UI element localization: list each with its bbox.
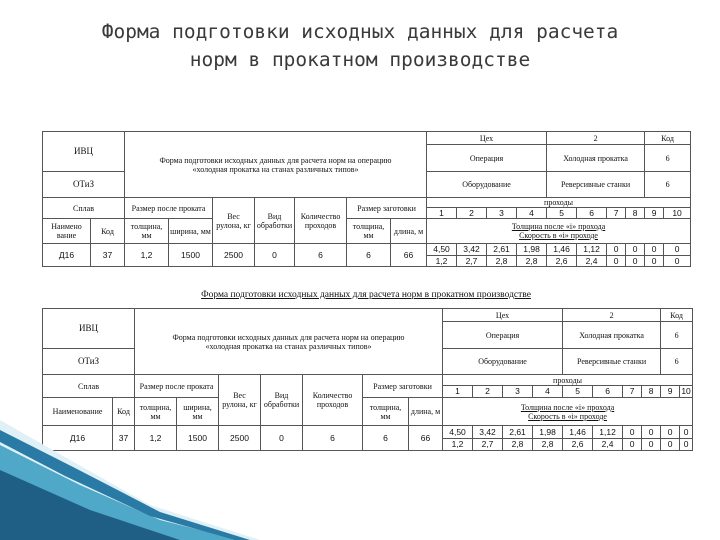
pass-number: 3 bbox=[487, 208, 517, 219]
size-after-label: Размер после проката bbox=[135, 375, 219, 398]
thickness-cell: 3,42 bbox=[457, 244, 487, 256]
blank-length-value: 66 bbox=[391, 244, 427, 267]
speed-cell: 0 bbox=[661, 439, 680, 451]
speed-cell: 0 bbox=[645, 256, 664, 267]
operation-label: Операция bbox=[443, 322, 563, 349]
thickness-after-label: Толщина после «i» прохода bbox=[511, 222, 606, 231]
name-label: Наимено вание bbox=[43, 219, 91, 244]
pass-number: 5 bbox=[547, 208, 577, 219]
thickness-cell: 2,61 bbox=[487, 244, 517, 256]
splav-label: Сплав bbox=[43, 375, 135, 398]
otiz-label: ОТиЗ bbox=[43, 172, 125, 198]
thickness-after-label: Толщина после «i» прохода bbox=[520, 402, 615, 412]
size-blank-label: Размер заготовки bbox=[347, 198, 427, 219]
speed-cell: 2,8 bbox=[533, 439, 563, 451]
speed-label: Скорость в «i» проходе bbox=[528, 411, 607, 421]
vid-label: Вид обработки bbox=[255, 198, 295, 244]
blank-length-value: 66 bbox=[409, 426, 443, 451]
pass-number: 5 bbox=[563, 386, 593, 398]
tseh-value: 2 bbox=[563, 309, 661, 322]
thickness-cell: 1,98 bbox=[517, 244, 547, 256]
speed-cell: 1,2 bbox=[443, 439, 473, 451]
speed-cell: 0 bbox=[664, 256, 691, 267]
thickness-cell: 0 bbox=[607, 244, 626, 256]
pass-number: 9 bbox=[661, 386, 680, 398]
thickness-cell: 0 bbox=[642, 426, 661, 439]
speed-cell: 2,7 bbox=[473, 439, 503, 451]
count-label: Количество проходов bbox=[295, 198, 347, 244]
passes-label: проходы bbox=[427, 198, 691, 208]
speed-cell: 2,4 bbox=[577, 256, 607, 267]
tseh-value: 2 bbox=[547, 132, 645, 145]
pass-number: 2 bbox=[457, 208, 487, 219]
slide-title-line-1: Форма подготовки исходных данных для расчета bbox=[101, 20, 619, 43]
speed-cell: 1,2 bbox=[427, 256, 457, 267]
thickness-cell: 1,46 bbox=[563, 426, 593, 439]
equipment-code: 6 bbox=[661, 349, 693, 375]
operation-value: Холодная прокатка bbox=[563, 322, 661, 349]
form-caption: Форма подготовки исходных данных для расчета норм в прокатном производстве bbox=[201, 290, 531, 300]
form-table-top bbox=[42, 131, 691, 267]
speed-cell: 2,6 bbox=[547, 256, 577, 267]
thickness-cell: 0 bbox=[626, 244, 645, 256]
blank-thickness-label: толщина, мм bbox=[347, 219, 391, 244]
speed-cell: 2,8 bbox=[503, 439, 533, 451]
pass-number: 3 bbox=[503, 386, 533, 398]
speed-label: Скорость в «i» проходе bbox=[519, 231, 598, 240]
pass-number: 6 bbox=[593, 386, 623, 398]
size-blank-label: Размер заготовки bbox=[363, 375, 443, 398]
alloy-value: Д16 bbox=[43, 426, 113, 451]
slide-corner-decoration bbox=[0, 420, 260, 540]
speed-cell: 2,8 bbox=[487, 256, 517, 267]
equipment-value: Реверсивные станки bbox=[563, 349, 661, 375]
form-heading-line-1: Форма подготовки исходных данных для расчета норм на операцию bbox=[172, 332, 405, 342]
thickness-speed-header bbox=[443, 398, 693, 426]
splav-label: Сплав bbox=[43, 198, 125, 219]
width-value: 1500 bbox=[169, 244, 213, 267]
alloy-value: Д16 bbox=[43, 244, 91, 267]
weight-label: Вес рулона, кг bbox=[213, 198, 255, 244]
operation-code: 6 bbox=[661, 322, 693, 349]
equipment-value: Реверсивные станки bbox=[547, 172, 645, 198]
ivc-label: ИВЦ bbox=[43, 309, 135, 349]
blank-length-label: длина, м bbox=[391, 219, 427, 244]
operation-value: Холодная прокатка bbox=[547, 145, 645, 172]
pass-number: 10 bbox=[681, 386, 691, 396]
alloy-code: 37 bbox=[91, 244, 125, 267]
thickness-cell: 2,61 bbox=[503, 426, 533, 439]
speed-cell: 2,8 bbox=[517, 256, 547, 267]
alloy-code: 37 bbox=[113, 426, 135, 451]
pass-number: 7 bbox=[623, 386, 642, 398]
kod-label: Код bbox=[661, 309, 693, 322]
tseh-label: Цех bbox=[443, 309, 563, 322]
operation-label: Операция bbox=[427, 145, 547, 172]
count-value: 6 bbox=[295, 244, 347, 267]
thickness-cell: 1,12 bbox=[593, 426, 623, 439]
pass-number: 9 bbox=[645, 208, 664, 219]
thickness-value: 1,2 bbox=[135, 426, 177, 451]
speed-cell: 0 bbox=[626, 256, 645, 267]
speed-cell: 0 bbox=[642, 439, 661, 451]
thickness-cell: 0 bbox=[645, 244, 664, 256]
thickness-cell: 4,50 bbox=[427, 244, 457, 256]
kod-label: Код bbox=[645, 132, 691, 145]
form-heading bbox=[135, 309, 443, 375]
name-label: Наименование bbox=[43, 398, 113, 426]
thickness-speed-header bbox=[427, 219, 691, 244]
blank-length-label: длина, м bbox=[409, 398, 443, 426]
size-after-label: Размер после проката bbox=[125, 198, 213, 219]
pass-number: 8 bbox=[626, 208, 645, 219]
speed-cell: 2,7 bbox=[457, 256, 487, 267]
blank-thickness-label: толщина, мм bbox=[363, 398, 409, 426]
slide-title bbox=[0, 18, 720, 74]
weight-value: 2500 bbox=[219, 426, 261, 451]
tseh-label: Цех bbox=[427, 132, 547, 145]
thickness-label: толщина, мм bbox=[125, 219, 169, 244]
ivc-label: ИВЦ bbox=[43, 132, 125, 172]
pass-number: 4 bbox=[533, 386, 563, 398]
vid-label: Вид обработки bbox=[261, 375, 303, 426]
count-value: 6 bbox=[303, 426, 363, 451]
slide-title-line-2: норм в прокатном производстве bbox=[189, 48, 531, 71]
form-heading-line-2: «холодная прокатка на станах различных типов» bbox=[205, 341, 372, 351]
count-label: Количество проходов bbox=[303, 375, 363, 426]
blank-thickness-value: 6 bbox=[347, 244, 391, 267]
width-label: ширина, мм bbox=[177, 398, 219, 426]
speed-cell: 0 bbox=[607, 256, 626, 267]
pass-number: 8 bbox=[642, 386, 661, 398]
equipment-code: 6 bbox=[645, 172, 691, 198]
form-sheet-top bbox=[42, 131, 690, 267]
thickness-value: 1,2 bbox=[125, 244, 169, 267]
thickness-cell: 1,12 bbox=[577, 244, 607, 256]
equipment-label: Оборудование bbox=[443, 349, 563, 375]
thickness-cell: 4,50 bbox=[443, 426, 473, 439]
form-heading-line-1: Форма подготовки исходных данных для расчета норм на операцию bbox=[159, 155, 392, 165]
pass-number: 10 bbox=[664, 208, 691, 219]
equipment-label: Оборудование bbox=[427, 172, 547, 198]
thickness-cell: 0 bbox=[623, 426, 642, 439]
vid-value: 0 bbox=[261, 426, 303, 451]
blank-thickness-value: 6 bbox=[363, 426, 409, 451]
speed-cell: 0 bbox=[680, 439, 693, 451]
thickness-label: толщина, мм bbox=[135, 398, 177, 426]
pass-number: 6 bbox=[577, 208, 607, 219]
thickness-cell: 0 bbox=[664, 244, 691, 256]
thickness-cell: 0 bbox=[680, 426, 693, 439]
form-heading-line-2: «холодная прокатка на станах различных типов» bbox=[192, 164, 359, 174]
thickness-cell: 3,42 bbox=[473, 426, 503, 439]
kod-col-label: Код bbox=[91, 219, 125, 244]
speed-cell: 2,4 bbox=[593, 439, 623, 451]
weight-value: 2500 bbox=[213, 244, 255, 267]
pass-number: 7 bbox=[607, 208, 626, 219]
kod-col-label: Код bbox=[113, 398, 135, 426]
speed-cell: 2,6 bbox=[563, 439, 593, 451]
thickness-cell: 1,46 bbox=[547, 244, 577, 256]
speed-cell: 0 bbox=[623, 439, 642, 451]
pass-number: 1 bbox=[443, 386, 473, 398]
passes-label: проходы bbox=[443, 375, 693, 386]
pass-number: 2 bbox=[473, 386, 503, 398]
vid-value: 0 bbox=[255, 244, 295, 267]
pass-number: 4 bbox=[517, 208, 547, 219]
width-label: ширина, мм bbox=[169, 219, 213, 244]
pass-number: 1 bbox=[427, 208, 457, 219]
thickness-cell: 0 bbox=[661, 426, 680, 439]
width-value: 1500 bbox=[177, 426, 219, 451]
form-heading bbox=[125, 132, 427, 198]
weight-label: Вес рулона, кг bbox=[219, 375, 261, 426]
operation-code: 6 bbox=[645, 145, 691, 172]
otiz-label: ОТиЗ bbox=[43, 349, 135, 375]
thickness-cell: 1,98 bbox=[533, 426, 563, 439]
